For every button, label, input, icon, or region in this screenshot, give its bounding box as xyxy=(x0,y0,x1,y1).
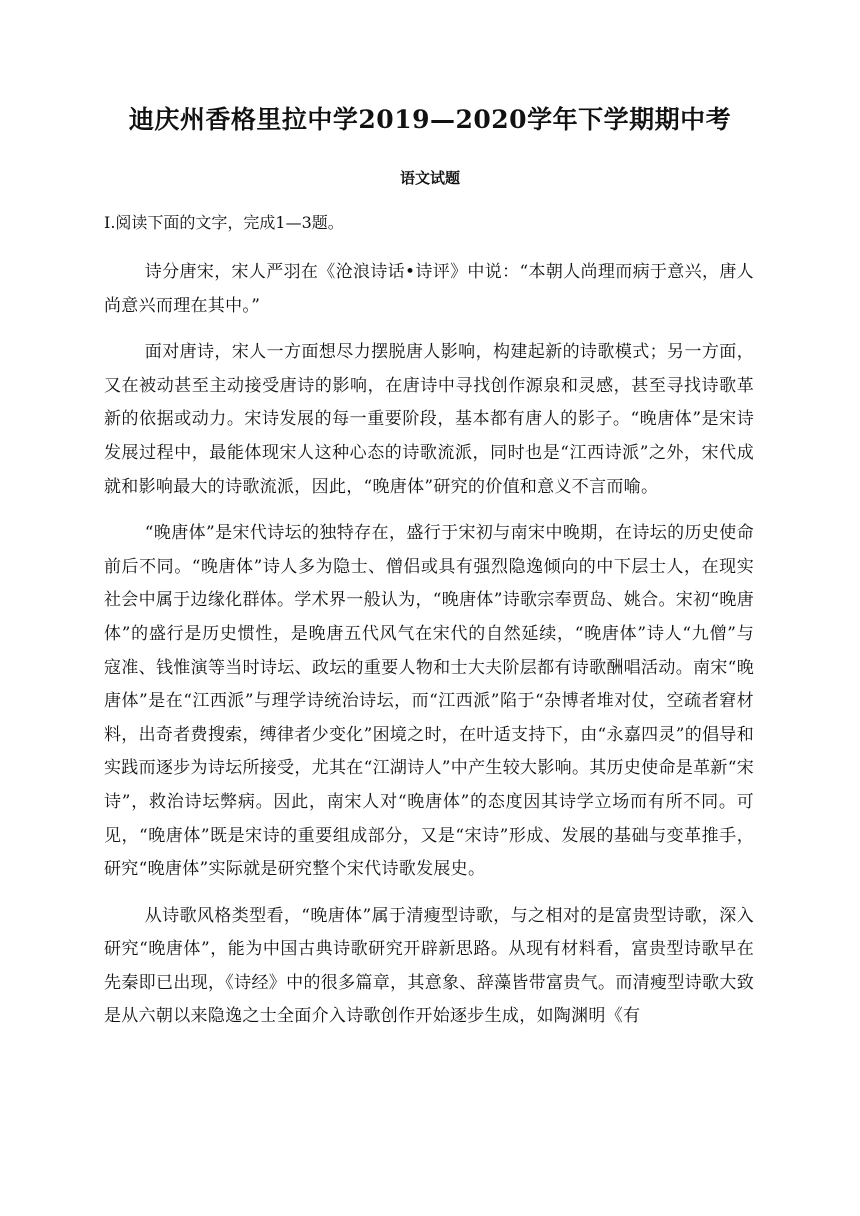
passage-paragraph-1: 诗分唐宋，宋人严羽在《沧浪诗话•诗评》中说：“本朝人尚理而病于意兴，唐人尚意兴而理在其中。” xyxy=(104,262,754,316)
passage-paragraph-4: 从诗歌风格类型看，“晚唐体”属于清瘦型诗歌，与之相对的是富贵型诗歌，深入研究“晚唐体”，能为中国古典诗歌研究开辟新思路。从现有材料看，富贵型诗歌早在先秦即已出现，《诗经》中的很多篇章，其意象、辞藻皆带富贵气。而清瘦型诗歌大致是从六朝以来隐逸之士全面介入诗歌创作开始逐步生成，如陶渊明《有 xyxy=(104,905,754,1027)
passage-paragraph-3: “晚唐体”是宋代诗坛的独特存在，盛行于宋初与南宋中晚期，在诗坛的历史使命前后不同。“晚唐体”诗人多为隐士、僧侣或具有强烈隐逸倾向的中下层士人，在现实社会中属于边缘化群体。学术界一般认为，“晚唐体”诗歌宗奉贾岛、姚合。宋初“晚唐体”的盛行是历史惯性，是晚唐五代风气在宋代的自然延续，“晚唐体”诗人“九僧”与寇准、钱惟演等当时诗坛、政坛的重要人物和士大夫阶层都有诗歌酬唱活动。南宋“晚唐体”是在“江西派”与理学诗统治诗坛，而“江西派”陷于“杂博者堆对仗，空疏者窘材料，出奇者费搜索，缚律者少变化”困境之时，在叶适支持下，由“永嘉四灵”的倡导和实践而逐步为诗坛所接受，尤其在“江湖诗人”中产生较大影响。其历史使命是革新“宋诗”，救治诗坛弊病。因此，南宋人对“晚唐体”的态度因其诗学立场而有所不同。可见，“晚唐体”既是宋诗的重要组成部分，又是“宋诗”形成、发展的基础与变革推手，研究“晚唐体”实际就是研究整个宋代诗歌发展史。 xyxy=(104,523,754,880)
passage-paragraph-2: 面对唐诗，宋人一方面想尽力摆脱唐人影响，构建起新的诗歌模式；另一方面，又在被动甚至主动接受唐诗的影响，在唐诗中寻找创作源泉和灵感，甚至寻找诗歌革新的依据或动力。宋诗发展的每一重要阶段，基本都有唐人的影子。“晚唐体”是宋诗发展过程中，最能体现宋人这种心态的诗歌流派，同时也是“江西诗派”之外，宋代成就和影响最大的诗歌流派，因此，“晚唐体”研究的价值和意义不言而喻。 xyxy=(104,342,754,497)
reading-passage xyxy=(104,256,754,1047)
exam-title: 迪庆州香格里拉中学2019—2020学年下学期期中考 xyxy=(128,105,732,134)
reading-instruction: I.阅读下面的文字，完成1—3题。 xyxy=(104,213,344,232)
exam-subtitle: 语文试题 xyxy=(399,169,460,187)
